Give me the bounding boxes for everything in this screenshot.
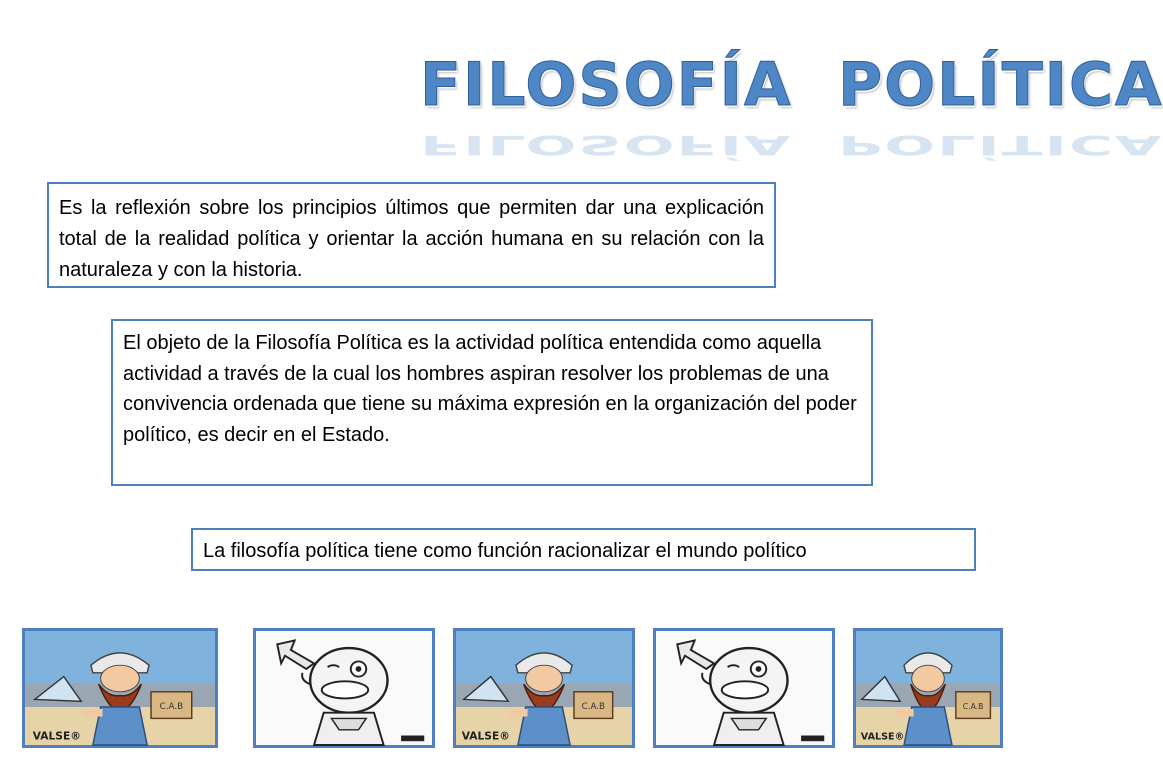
philosopher-image-1 <box>22 628 218 748</box>
slide-title: FILOSOFÍA POLÍTICA <box>420 50 1163 120</box>
philosopher-image-2 <box>453 628 635 748</box>
thinking-character-icon <box>256 631 432 745</box>
svg-text:C.A.B: C.A.B <box>962 701 984 711</box>
bearded-philosopher-icon <box>25 631 215 745</box>
artist-signature: VALSE® <box>461 730 510 743</box>
thinking-character-image-2 <box>653 628 835 748</box>
svg-text:C.A.B: C.A.B <box>581 701 605 712</box>
artist-signature: VALSE® <box>860 731 905 743</box>
definition-text: Es la reflexión sobre los principios últimos que permiten dar una explicación total de la realidad política y orientar la acción humana en su relación con la naturaleza y con la historia. <box>59 197 764 281</box>
function-textbox <box>191 528 976 571</box>
function-text: La filosofía política tiene como función racionalizar el mundo político <box>203 540 807 562</box>
thinking-character-icon <box>656 631 832 745</box>
definition-textbox <box>47 182 776 288</box>
svg-text:C.A.B: C.A.B <box>159 701 184 712</box>
philosopher-image-3 <box>853 628 1003 748</box>
slide-title-reflection: FILOSOFÍA POLÍTICA <box>420 129 1163 161</box>
object-text: El objeto de la Filosofía Política es la actividad política entendida como aquella actividad a través de la cual los hombres aspiran resolver los problemas de una convivencia ordenada que tiene su máxima expresión en la organización del poder político, es decir en el Estado. <box>123 332 857 446</box>
slide-title-area <box>420 50 1163 161</box>
artist-signature: VALSE® <box>32 730 81 743</box>
thinking-character-image-1 <box>253 628 435 748</box>
bearded-philosopher-icon <box>456 631 632 745</box>
bearded-philosopher-icon <box>856 631 1000 745</box>
object-textbox <box>111 319 873 486</box>
